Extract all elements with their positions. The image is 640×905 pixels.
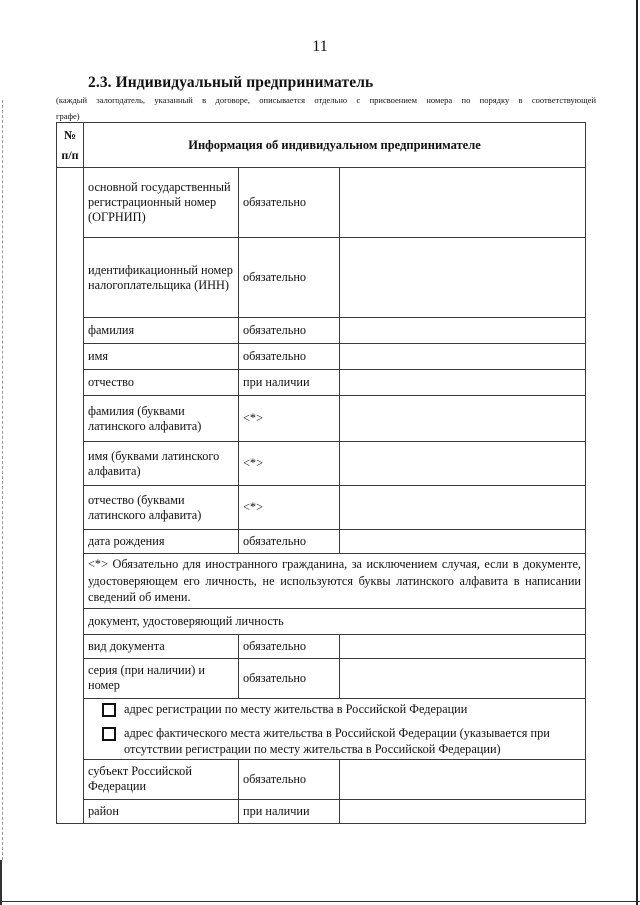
scan-edge-right: [636, 0, 638, 905]
address-type-row: [57, 698, 586, 759]
field-label: дата рождения: [84, 530, 239, 554]
field-label: серия (при наличии) и номер: [84, 658, 239, 698]
field-label: отчество (буквами латинского алфавита): [84, 486, 239, 530]
field-label: отчество: [84, 370, 239, 396]
field-requirement: <*>: [239, 396, 340, 442]
table-row: [57, 634, 586, 658]
surname-input-cell[interactable]: [340, 318, 586, 344]
birth-date-input-cell[interactable]: [340, 530, 586, 554]
table-row: [57, 530, 586, 554]
table-row: [57, 759, 586, 799]
table-header-row: [57, 123, 586, 168]
page-number: 11: [312, 38, 328, 55]
table-row: [57, 370, 586, 396]
address-option-label: адрес фактического места жительства в Российской Федерации (указывается при отсутствии регистрации по месту жительства в Российской Федерации): [124, 725, 550, 756]
field-requirement: обязательно: [239, 318, 340, 344]
actual-address-checkbox[interactable]: [102, 727, 116, 741]
first-name-input-cell[interactable]: [340, 344, 586, 370]
section-note-tail: графе): [56, 111, 80, 121]
field-label: субъект Российской Федерации: [84, 759, 239, 799]
field-requirement: обязательно: [239, 238, 340, 318]
field-requirement: при наличии: [239, 799, 340, 823]
document-number-input-cell[interactable]: [340, 658, 586, 698]
field-requirement: обязательно: [239, 168, 340, 238]
section-note: (каждый залогодатель, указанный в договоре, описывается отдельно с присвоением номера по порядку в соответствующей: [56, 95, 596, 105]
field-label: идентификационный номер налогоплательщика (ИНН): [84, 238, 239, 318]
latin-alphabet-footnote: <*> Обязательно для иностранного гражданина, за исключением случая, если в документе, удостоверяющем его личность, не используются буквы латинского алфавита в написании сведений об имени.: [84, 554, 586, 609]
field-label: вид документа: [84, 634, 239, 658]
identity-doc-heading: документ, удостоверяющий личность: [84, 608, 586, 634]
column-header-number: № п/п: [57, 123, 84, 168]
table-row: [57, 658, 586, 698]
field-label: имя (буквами латинского алфавита): [84, 442, 239, 486]
address-option-label: адрес регистрации по месту жительства в Российской Федерации: [124, 701, 468, 716]
table-row: [57, 442, 586, 486]
table-row: [57, 799, 586, 823]
table-row: [57, 486, 586, 530]
inn-input-cell[interactable]: [340, 238, 586, 318]
field-requirement: обязательно: [239, 530, 340, 554]
section-title: 2.3. Индивидуальный предприниматель: [88, 74, 374, 91]
field-requirement: при наличии: [239, 370, 340, 396]
patronymic-input-cell[interactable]: [340, 370, 586, 396]
field-label: фамилия (буквами латинского алфавита): [84, 396, 239, 442]
field-requirement: обязательно: [239, 634, 340, 658]
registration-address-checkbox[interactable]: [102, 703, 116, 717]
latin-patronymic-input-cell[interactable]: [340, 486, 586, 530]
address-option-registration[interactable]: [88, 701, 581, 717]
field-label: фамилия: [84, 318, 239, 344]
entrepreneur-info-table: [56, 122, 586, 824]
field-label: район: [84, 799, 239, 823]
column-header-info: Информация об индивидуальном предпринимателе: [84, 123, 586, 168]
address-option-actual[interactable]: [88, 725, 581, 757]
latin-surname-input-cell[interactable]: [340, 396, 586, 442]
district-input-cell[interactable]: [340, 799, 586, 823]
table-row: [57, 318, 586, 344]
table-row: [57, 344, 586, 370]
table-row: [57, 396, 586, 442]
scan-edge-corner: [0, 860, 2, 905]
document-type-input-cell[interactable]: [340, 634, 586, 658]
field-requirement: обязательно: [239, 658, 340, 698]
field-requirement: обязательно: [239, 759, 340, 799]
address-type-options: [84, 698, 586, 759]
row-number-cell[interactable]: [57, 168, 84, 824]
field-requirement: обязательно: [239, 344, 340, 370]
table-row: [57, 168, 586, 238]
identity-doc-heading-row: [57, 608, 586, 634]
field-requirement: <*>: [239, 486, 340, 530]
table-row: [57, 238, 586, 318]
footnote-row: [57, 554, 586, 609]
latin-first-name-input-cell[interactable]: [340, 442, 586, 486]
scan-edge-left: [2, 100, 4, 860]
field-label: имя: [84, 344, 239, 370]
field-label: основной государственный регистрационный номер (ОГРНИП): [84, 168, 239, 238]
ogrnip-input-cell[interactable]: [340, 168, 586, 238]
scan-edge-bottom: [0, 901, 640, 902]
federal-subject-input-cell[interactable]: [340, 759, 586, 799]
field-requirement: <*>: [239, 442, 340, 486]
